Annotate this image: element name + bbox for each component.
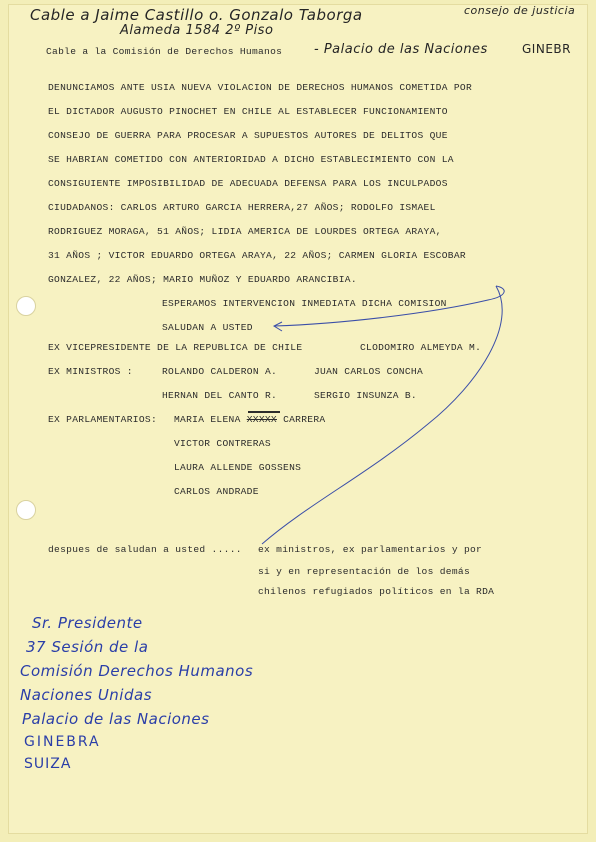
body-line: GONZALEZ, 22 AÑOS; MARIO MUÑOZ Y EDUARDO ARANCIBIA. [48,274,357,285]
address-line: Palacio de las Naciones [22,710,210,728]
body-line: 31 AÑOS ; VICTOR EDUARDO ORTEGA ARAYA, 22 AÑOS; CARMEN GLORIA ESCOBAR [48,250,466,261]
footer-line-right: ex ministros, ex parlamentarios y por [258,544,483,555]
closing-esperamos: ESPERAMOS INTERVENCION INMEDIATA DICHA COMISION [162,298,447,309]
vp-label: EX VICEPRESIDENTE DE LA REPUBLICA DE CHILE [48,342,303,353]
struck-text: XXXXX [246,414,277,425]
parliamentarian-first: MARIA ELENA [174,414,241,425]
handwritten-city: GINEBR [522,42,571,56]
ministers-label: EX MINISTROS : [48,366,133,377]
address-line: 37 Sesión de la [26,638,149,656]
address-line: Sr. Presidente [32,614,143,632]
body-line: SE HABRIAN COMETIDO CON ANTERIORIDAD A DICHO ESTABLECIMIENTO CON LA [48,154,454,165]
minister-name: ROLANDO CALDERON A. [162,366,278,377]
handwritten-palace: - Palacio de las Naciones [314,42,488,57]
body-line: RODRIGUEZ MORAGA, 51 AÑOS; LIDIA AMERICA DE LOURDES ORTEGA ARAYA, [48,226,442,237]
parliamentarian-name: CARLOS ANDRADE [174,486,259,497]
parliamentarian-name: LAURA ALLENDE GOSSENS [174,462,302,473]
address-line: GINEBRA [24,734,101,750]
body-line: CIUDADANOS: CARLOS ARTURO GARCIA HERRERA,27 AÑOS; RODOLFO ISMAEL [48,202,436,213]
footer-line-left: despues de saludan a usted ..... [48,544,242,555]
minister-name: HERNAN DEL CANTO R. [162,390,278,401]
handwritten-margin-note: consejo de justicia [464,4,576,17]
minister-name: JUAN CARLOS CONCHA [314,366,424,377]
parliamentarian-last: CARRERA [283,414,326,425]
body-line: DENUNCIAMOS ANTE USIA NUEVA VIOLACION DE DERECHOS HUMANOS COMETIDA POR [48,82,473,93]
minister-name: SERGIO INSUNZA B. [314,390,417,401]
address-line: Naciones Unidas [20,686,153,704]
document-page [8,4,588,834]
footer-line: si y en representación de los demás [258,566,471,577]
handwritten-header-line2: Alameda 1584 2º Piso [120,23,274,38]
handwritten-header-line1: Cable a Jaime Castillo o. Gonzalo Taborga [30,6,363,24]
address-line: SUIZA [24,756,72,772]
closing-saludan: SALUDAN A USTED [162,322,253,333]
parliamentarians-label: EX PARLAMENTARIOS: [48,414,158,425]
footer-line: chilenos refugiados políticos en la RDA [258,586,495,597]
typed-cable-heading: Cable a la Comisión de Derechos Humanos [46,46,283,57]
vp-name: CLODOMIRO ALMEYDA M. [360,342,482,353]
parliamentarian-name: VICTOR CONTRERAS [174,438,271,449]
body-line: CONSEJO DE GUERRA PARA PROCESAR A SUPUESTOS AUTORES DE DELITOS QUE [48,130,448,141]
pen-insertion-mark [8,4,588,834]
body-line: EL DICTADOR AUGUSTO PINOCHET EN CHILE AL ESTABLECER FUNCIONAMIENTO [48,106,448,117]
body-line: CONSIGUIENTE IMPOSIBILIDAD DE ADECUADA DEFENSA PARA LOS INCULPADOS [48,178,448,189]
address-line: Comisión Derechos Humanos [20,662,254,680]
